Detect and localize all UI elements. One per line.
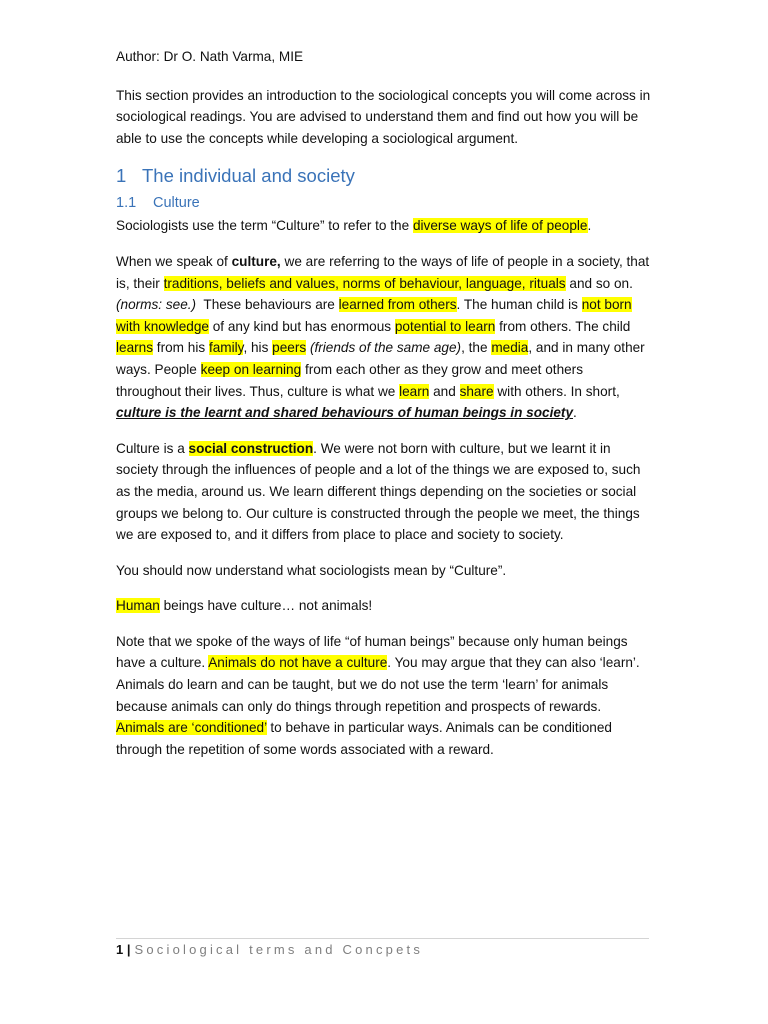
highlighted-text: share xyxy=(459,383,494,399)
intro-paragraph: This section provides an introduction to the sociological concepts you will come across in sociological readings. You are advised to understand them and find out how you will be able to use the concepts while developing a sociological argument. xyxy=(116,87,651,146)
highlighted-text: keep on learning xyxy=(200,361,302,377)
heading-2-number: 1.1 xyxy=(116,195,137,212)
footer-title: Sociological terms and Concpets xyxy=(134,942,424,957)
emphasized-definition: culture is the learnt and shared behaviours of human beings in society xyxy=(116,405,574,421)
highlighted-text: diverse ways of life of people xyxy=(412,218,588,234)
heading-2-title: Culture xyxy=(153,195,200,212)
page-number: 1 xyxy=(116,942,124,957)
paragraph-human-culture xyxy=(116,595,651,617)
highlighted-text: learn xyxy=(399,383,430,399)
text-run: from each other as they grow and meet others throughout their lives. Thus, culture is what we xyxy=(116,361,584,399)
paragraph-understanding: You should now understand what sociologists mean by “Culture”. xyxy=(116,562,507,578)
paragraph-culture-definition xyxy=(116,215,651,237)
heading-1-title: The individual and society xyxy=(142,165,355,187)
text-run: , the xyxy=(461,340,492,356)
text-run: Note that we spoke of the ways of life “of human beings” because only human beings have a culture. xyxy=(116,633,628,671)
footer-separator: | xyxy=(126,942,131,957)
highlighted-text: not born with knowledge xyxy=(116,297,632,334)
highlighted-text: family xyxy=(208,340,244,356)
highlighted-text: media xyxy=(491,340,529,356)
italic-text: (norms: see.) xyxy=(116,297,197,313)
paragraph-animals xyxy=(116,631,651,761)
heading-1-number: 1 xyxy=(116,165,127,187)
text-run: . You may argue that they can also ‘learn’. Animals do learn and can be taught, but we do not use the term ‘learn’ for animals because animals can only do things through repetition and prospects of rewards. xyxy=(116,655,643,714)
text-run: Culture is a xyxy=(116,440,189,456)
text-run: of any kind but has enormous xyxy=(208,318,395,334)
author-line: Author: Dr O. Nath Varma, MIE xyxy=(116,49,304,64)
text-run: beings have culture… not animals! xyxy=(159,598,373,614)
highlighted-bold-text: social construction xyxy=(188,440,314,456)
text-run: from others. The child xyxy=(495,318,631,334)
text-run: Sociologists use the term “Culture” to refer to the xyxy=(116,218,413,234)
heading-2 xyxy=(116,193,651,213)
highlighted-text: learns xyxy=(116,340,154,356)
highlighted-text: Animals are ‘conditioned’ xyxy=(116,720,267,736)
bold-text: culture, xyxy=(231,253,281,269)
text-run: , and in many other ways. People xyxy=(116,340,645,377)
paragraph-culture-explanation xyxy=(116,251,651,424)
text-run: to behave in particular ways. Animals can be conditioned through the repetition of some words associated with a reward. xyxy=(116,720,612,757)
text-run: These behaviours are xyxy=(196,297,339,313)
highlighted-text: traditions, beliefs and values, norms of behaviour, language, rituals xyxy=(163,275,566,291)
text-run: and xyxy=(429,383,460,399)
text-run: we are referring to the ways of life of people in a society, that is, their xyxy=(116,253,650,291)
text-run: . We were not born with culture, but we learnt it in society through the influences of people and a lot of the things we are exposed to, such as the media, around us. We learn different things depending on the societies or social groups we belong to. Our culture is constructed through the people we meet, the things we are exposed to, and it differs from place to place and society to society. xyxy=(116,440,641,543)
text-run: . The human child is xyxy=(456,297,582,313)
text-run: . xyxy=(587,218,592,234)
italic-text: (friends of the same age) xyxy=(309,340,462,356)
text-run: When we speak of xyxy=(116,253,232,269)
highlighted-text: potential to learn xyxy=(394,318,496,334)
text-run: . xyxy=(573,405,577,421)
highlighted-text: Animals do not have a culture xyxy=(208,655,388,671)
heading-1 xyxy=(116,163,651,189)
page-footer xyxy=(116,938,649,960)
document-body xyxy=(116,46,651,774)
highlighted-text: peers xyxy=(272,340,307,356)
text-run: and so on. xyxy=(565,275,633,291)
paragraph-social-construction xyxy=(116,438,651,546)
highlighted-text: learned from others xyxy=(338,297,457,313)
text-run: with others. In short, xyxy=(493,383,620,399)
highlighted-text: Human xyxy=(116,598,160,614)
text-run: , his xyxy=(243,340,273,356)
text-run: from his xyxy=(153,340,209,356)
